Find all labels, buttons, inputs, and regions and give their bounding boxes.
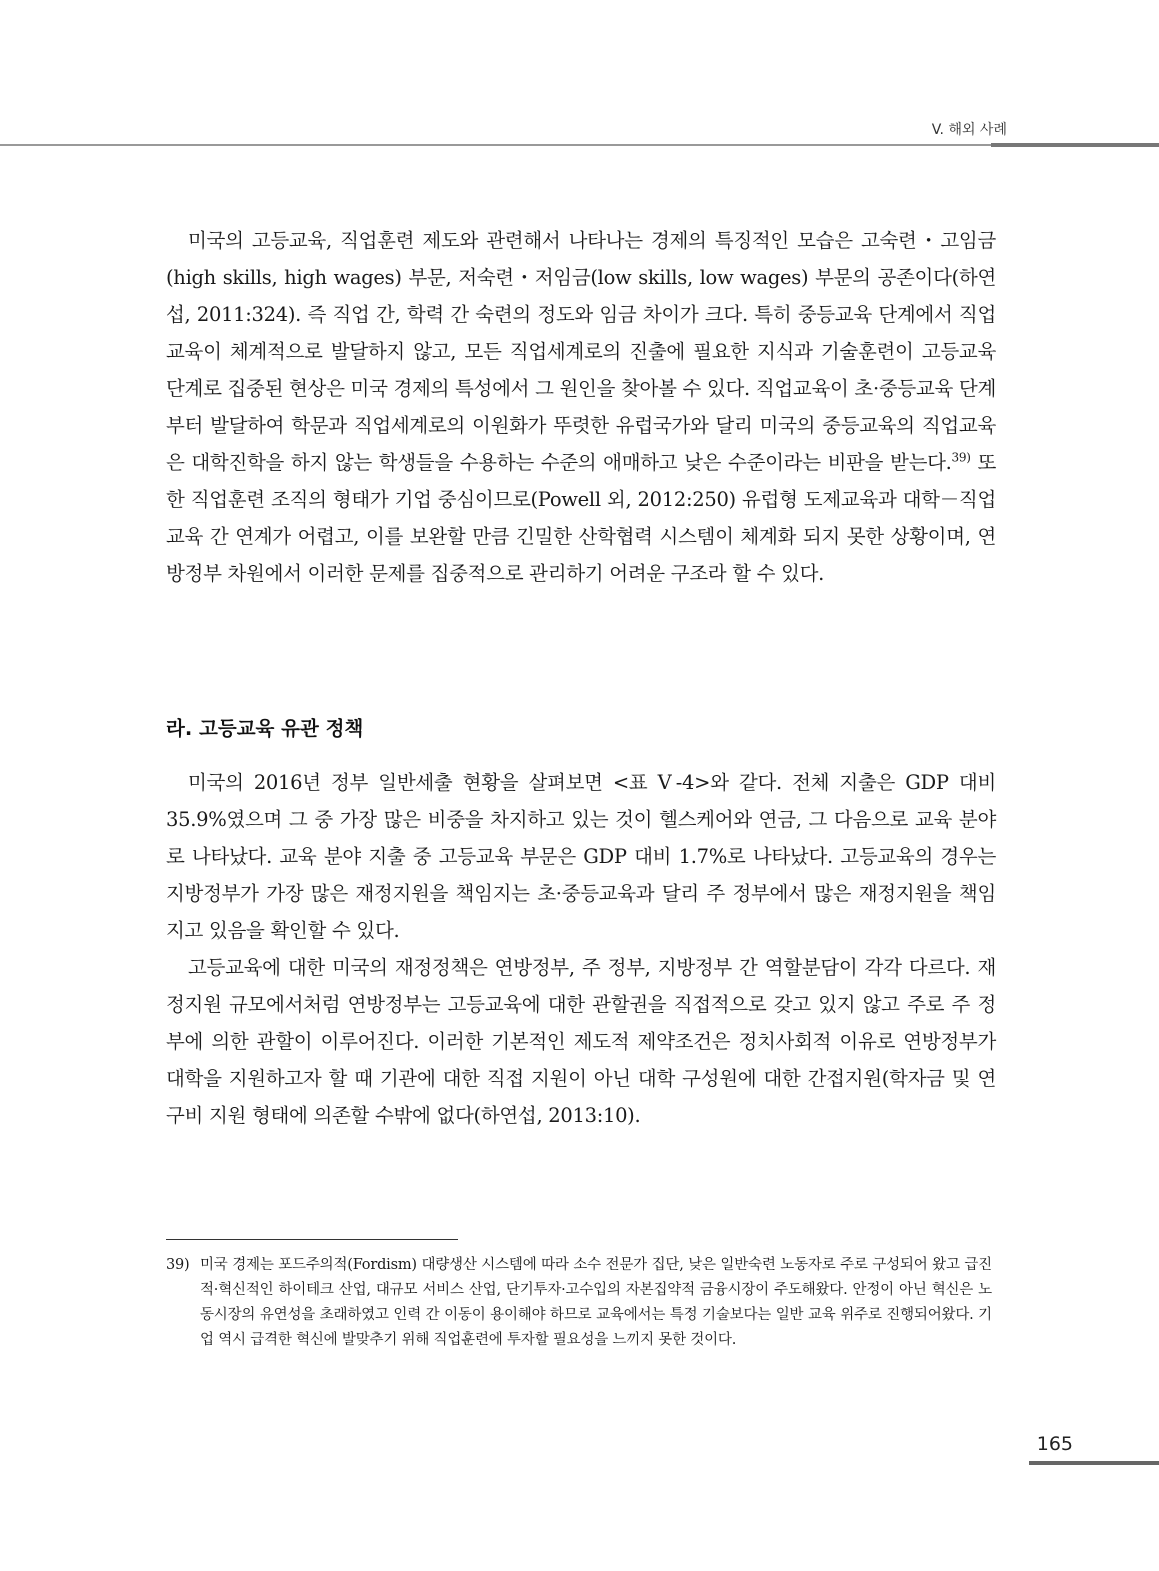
section-heading: 라. 고등교육 유관 정책 [166, 717, 364, 740]
footnote-number: 39) [166, 1257, 190, 1273]
footnote-reference[interactable]: 39) [951, 450, 971, 465]
paragraph-2: 미국의 2016년 정부 일반세출 현황을 살펴보면 <표 Ⅴ-4>와 같다. 전체 지출은 GDP 대비 35.9%였으며 그 중 가장 많은 비중을 차지하고 있는 것이 헬스케어와 연금, 그 다음으로 교육 분야로 나타났다. 교육 분야 지출 중 고등교육 부문은 GDP 대비 1.7%로 나타났다. 고등교육의 경우는 지방정부가 가장 많은 재정지원을 책임지는 초·중등교육과 달리 주 정부에서 많은 재정지원을 책임지고 있음을 확인할 수 있다. [166, 771, 996, 942]
running-title: V. 해외 사례 [931, 122, 1007, 138]
body-block-2 [166, 764, 996, 1134]
footnote-text: 미국 경제는 포드주의적(Fordism) 대량생산 시스템에 따라 소수 전문가 집단, 낮은 일반숙련 노동자로 주로 구성되어 왔고 급진적·혁신적인 하이테크 산업, 대규모 서비스 산업, 단기투자·고수입의 자본집약적 금융시장이 주도해왔다. 안정이 아닌 혁신은 노동시장의 유연성을 초래하였고 인력 간 이동이 용이해야 하므로 교육에서는 특정 기술보다는 일반 교육 위주로 진행되어왔다. 기업 역시 급격한 혁신에 발맞추기 위해 직업훈련에 투자할 필요성을 느끼지 못한 것이다. [200, 1257, 992, 1348]
footnote [166, 1253, 992, 1353]
paragraph-1-continuation: 또한 직업훈련 조직의 형태가 기업 중심이므로(Powell 외, 2012:250) 유럽형 도제교육과 대학－직업교육 간 연계가 어렵고, 이를 보완할 만큼 긴밀한 산학협력 시스템이 체계화 되지 못한 상황이며, 연방정부 차원에서 이러한 문제를 집중적으로 관리하기 어려운 구조라 할 수 있다. [166, 451, 996, 585]
paragraph-3: 고등교육에 대한 미국의 재정정책은 연방정부, 주 정부, 지방정부 간 역할분담이 각각 다르다. 재정지원 규모에서처럼 연방정부는 고등교육에 대한 관할권을 직접적으로 갖고 있지 않고 주로 주 정부에 의한 관할이 이루어진다. 이러한 기본적인 제도적 제약조건은 정치사회적 이유로 연방정부가 대학을 지원하고자 할 때 기관에 대한 직접 지원이 아닌 대학 구성원에 대한 간접지원(학자금 및 연구비 지원 형태에 의존할 수밖에 없다(하연섭, 2013:10). [166, 956, 996, 1127]
page-number: 165 [1036, 1433, 1073, 1455]
body-block-1 [166, 222, 996, 592]
header-rule-accent [991, 143, 1159, 147]
footnote-rule [166, 1239, 458, 1240]
paragraph-1 [166, 222, 996, 592]
footer-rule [1029, 1461, 1159, 1465]
header-rule [0, 144, 1159, 146]
paragraph-1-text: 미국의 고등교육, 직업훈련 제도와 관련해서 나타나는 경제의 특징적인 모습은 고숙련・고임금(high skills, high wages) 부문, 저숙련・저임금(low skills, low wages) 부문의 공존이다(하연섭, 2011:324). 즉 직업 간, 학력 간 숙련의 정도와 임금 차이가 크다. 특히 중등교육 단계에서 직업교육이 체계적으로 발달하지 않고, 모든 직업세계로의 진출에 필요한 지식과 기술훈련이 고등교육 단계로 집중된 현상은 미국 경제의 특성에서 그 원인을 찾아볼 수 있다. 직업교육이 초·중등교육 단계부터 발달하여 학문과 직업세계로의 이원화가 뚜렷한 유럽국가와 달리 미국의 중등교육의 직업교육은 대학진학을 하지 않는 학생들을 수용하는 수준의 애매하고 낮은 수준이라는 비판을 받는다. [166, 229, 996, 474]
